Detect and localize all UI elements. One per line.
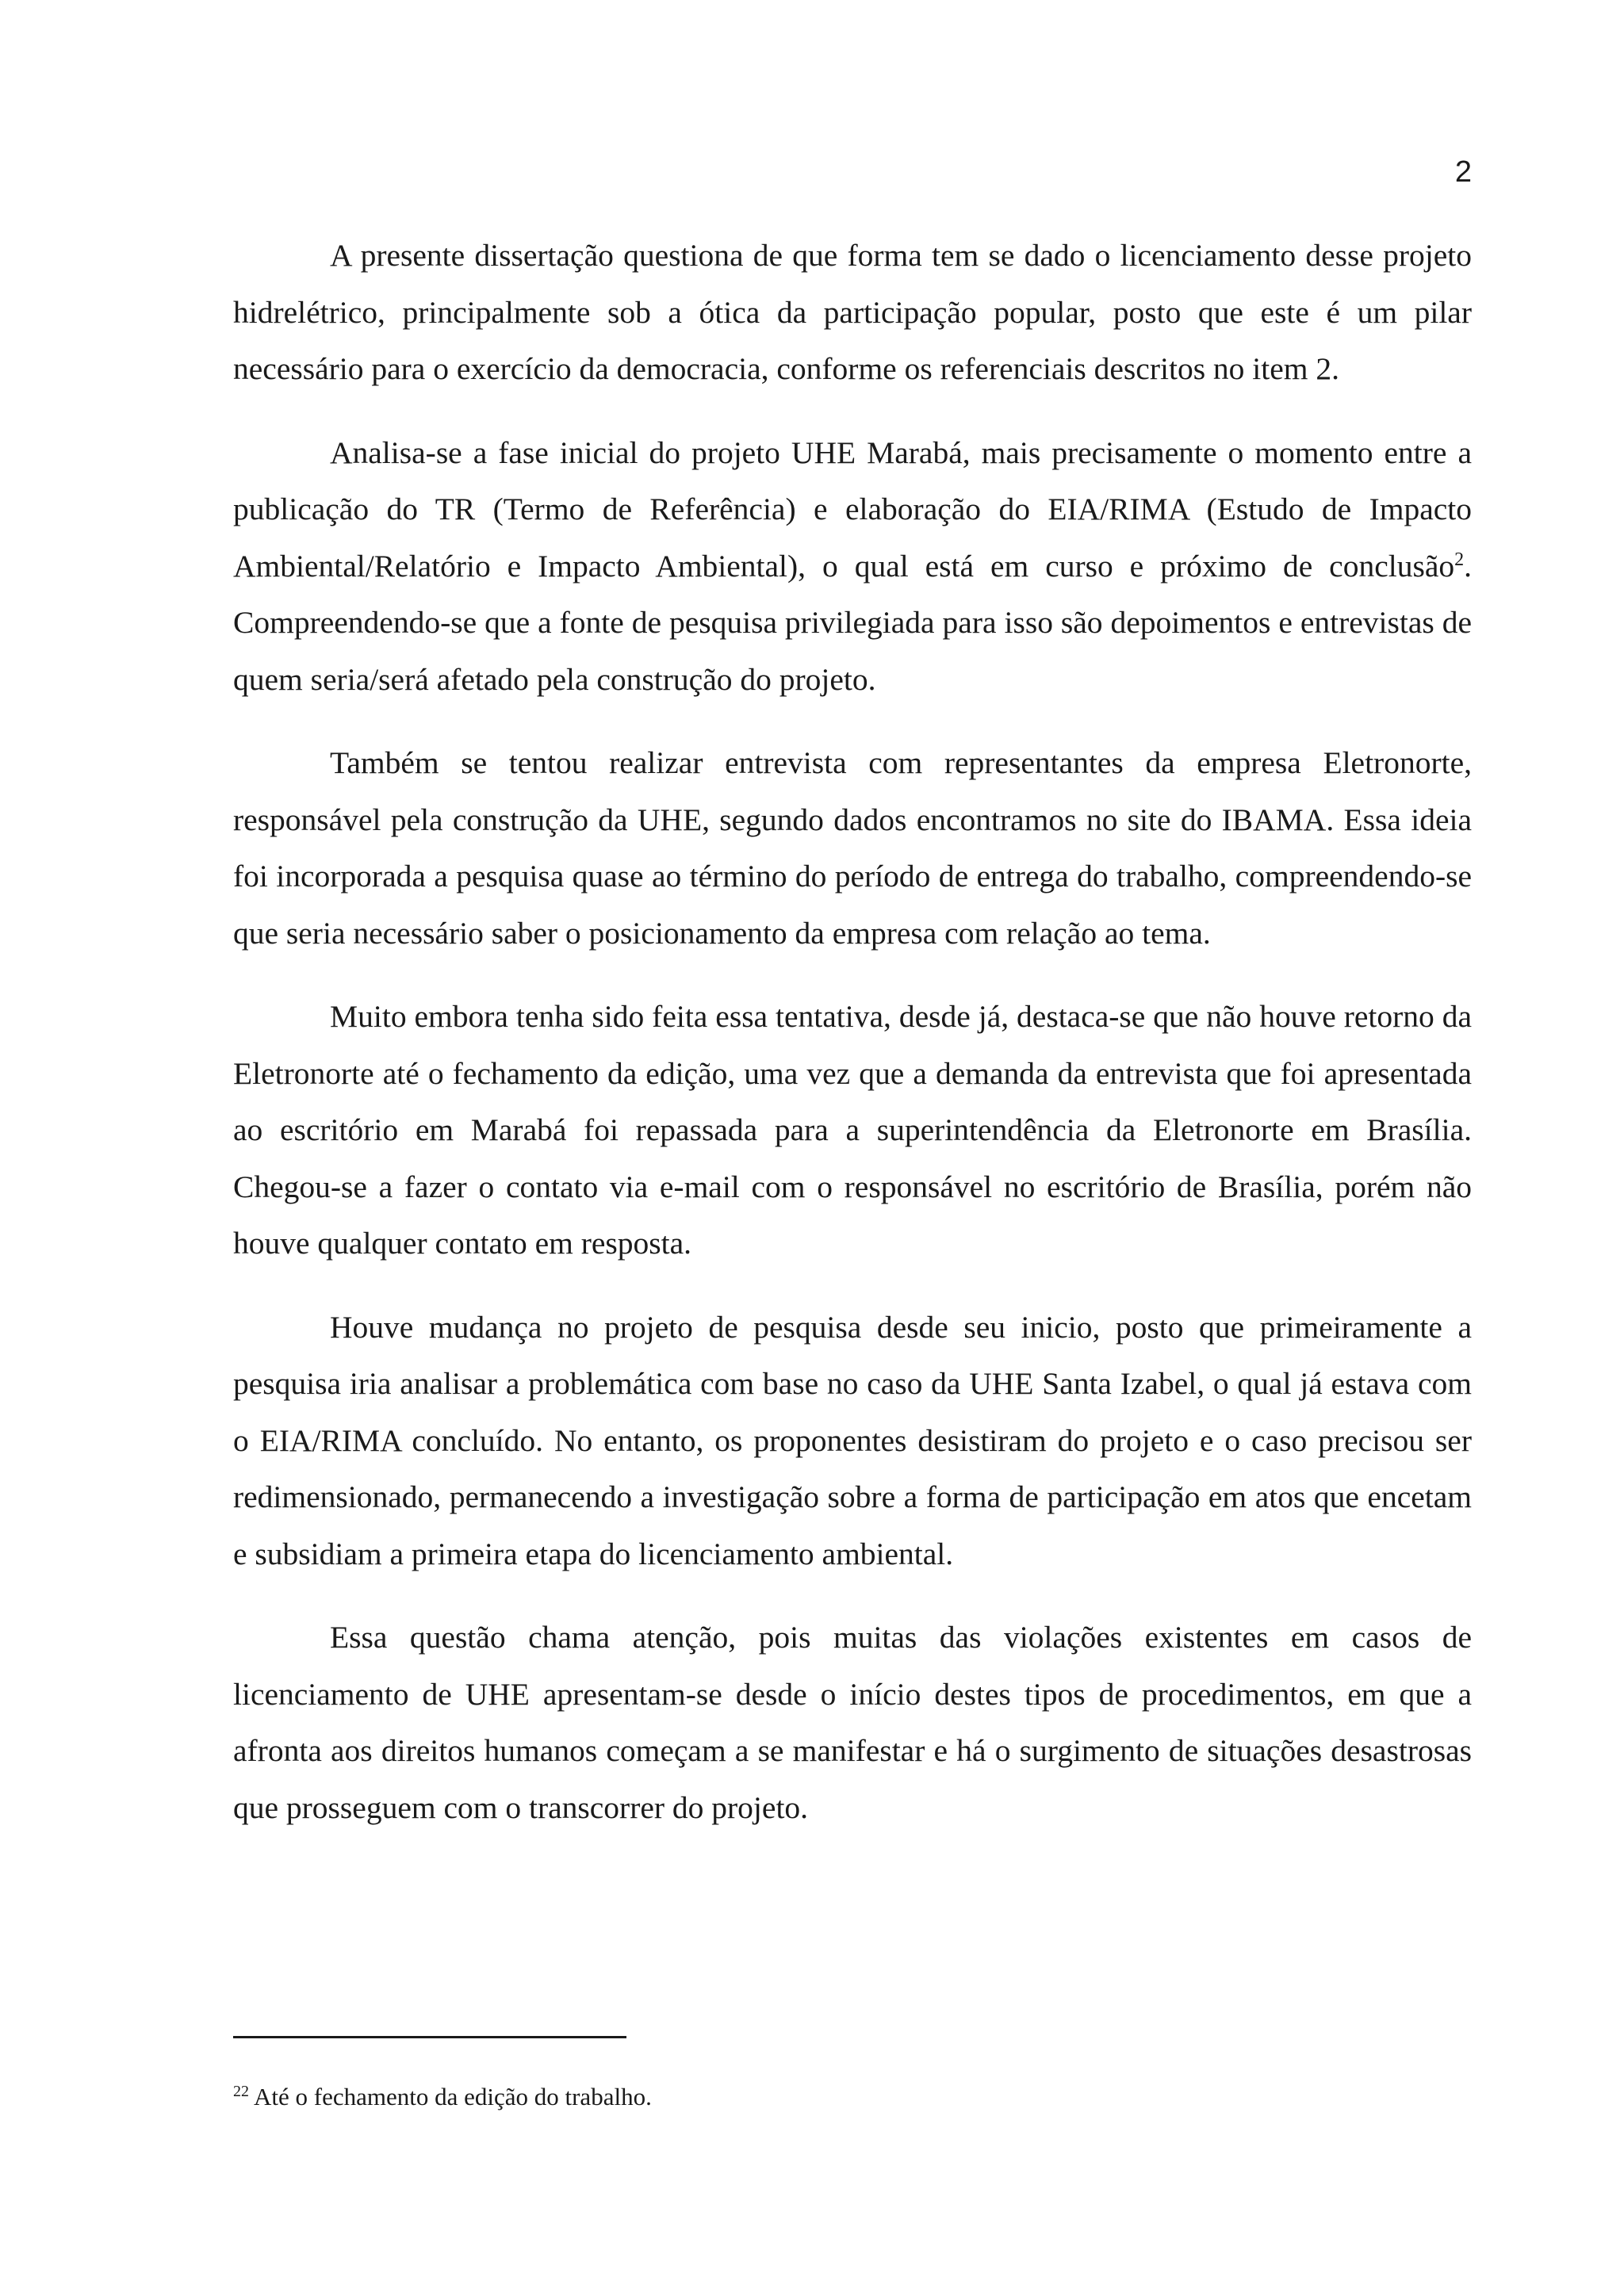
page-number: 2 <box>1454 155 1472 189</box>
footnote-divider <box>233 2036 626 2038</box>
paragraph-2-text-after: . Compreendendo-se que a fonte de pesquisa privilegiada para isso são depoimentos e entrevistas de quem seria/será afetado pela construção do projeto. <box>233 548 1472 697</box>
body-text <box>233 228 1472 1863</box>
paragraph-6: Essa questão chama atenção, pois muitas das violações existentes em casos de licenciamento de UHE apresentam-se desde o início destes tipos de procedimentos, em que a afronta aos direitos humanos começam a se manifestar e há o surgimento de situações desastrosas que prosseguem com o transcorrer do projeto. <box>233 1620 1472 1825</box>
paragraph-1: A presente dissertação questiona de que forma tem se dado o licenciamento desse projeto hidrelétrico, principalmente sob a ótica da participação popular, posto que este é um pilar necessário para o exercício da democracia, conforme os referenciais descritos no item 2. <box>233 238 1472 386</box>
footnote <box>233 2082 652 2111</box>
footnote-text: Até o fechamento da edição do trabalho. <box>254 2083 652 2110</box>
footnote-marker: 22 <box>233 2082 249 2100</box>
paragraph-5: Houve mudança no projeto de pesquisa desde seu inicio, posto que primeiramente a pesquisa iria analisar a problemática com base no caso da UHE Santa Izabel, o qual já estava com o EIA/RIMA concluído. No entanto, os proponentes desistiram do projeto e o caso precisou ser redimensionado, permanecendo a investigação sobre a forma de participação em atos que encetam e subsidiam a primeira etapa do licenciamento ambiental. <box>233 1309 1472 1571</box>
paragraph-2-text-before: Analisa-se a fase inicial do projeto UHE Marabá, mais precisamente o momento entre a publicação do TR (Termo de Referência) e elaboração do EIA/RIMA (Estudo de Impacto Ambiental/Relatório e Impacto Ambiental), o qual está em curso e próximo de conclusão <box>233 434 1472 584</box>
paragraph-2 <box>233 425 1472 709</box>
footnote-reference: 2 <box>1454 549 1465 570</box>
paragraph-4: Muito embora tenha sido feita essa tentativa, desde já, destaca-se que não houve retorno da Eletronorte até o fechamento da edição, uma vez que a demanda da entrevista que foi apresentada ao escritório em Marabá foi repassada para a superintendência da Eletronorte em Brasília. Chegou-se a fazer o contato via e-mail com o responsável no escritório de Brasília, porém não houve qualquer contato em resposta. <box>233 999 1472 1261</box>
paragraph-3: Também se tentou realizar entrevista com representantes da empresa Eletronorte, responsável pela construção da UHE, segundo dados encontramos no site do IBAMA. Essa ideia foi incorporada a pesquisa quase ao término do período de entrega do trabalho, compreendendo-se que seria necessário saber o posicionamento da empresa com relação ao tema. <box>233 745 1472 951</box>
